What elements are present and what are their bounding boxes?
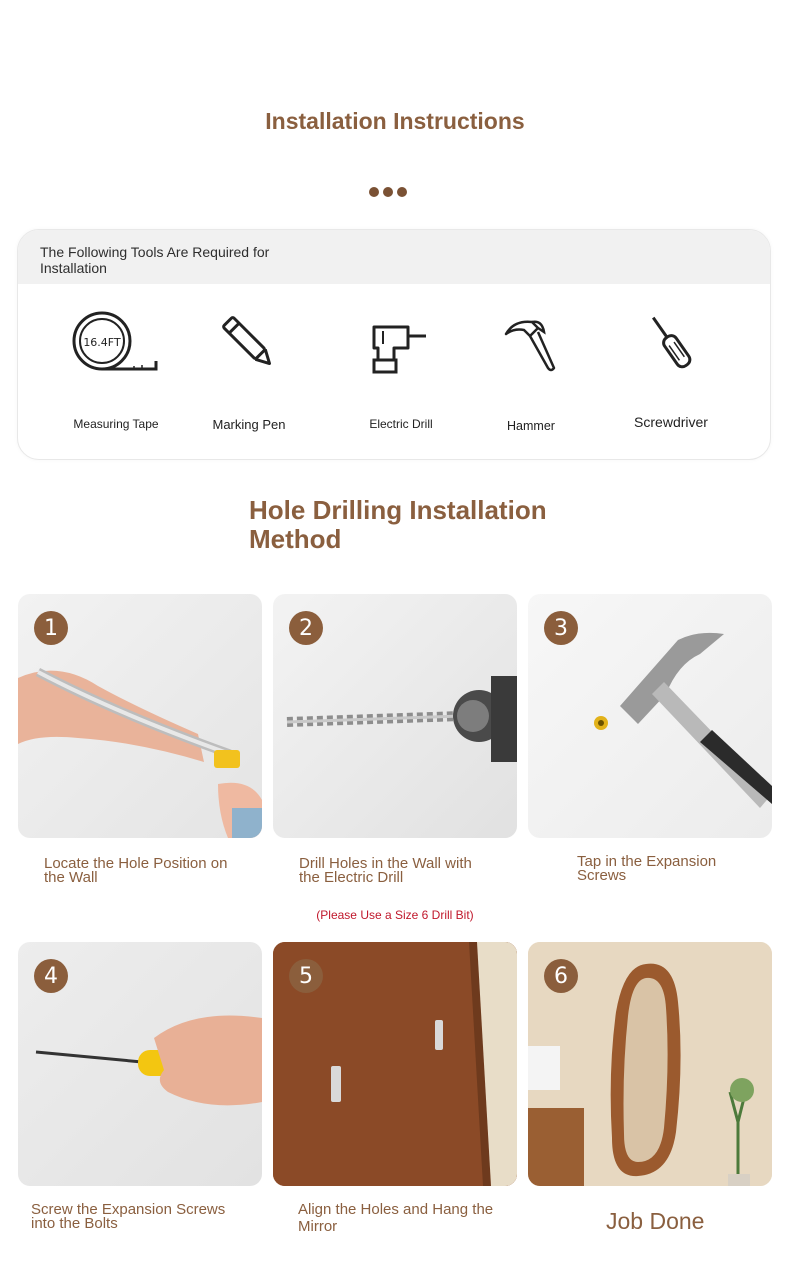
step-caption: Screw the Expansion Screws into the Bolts	[31, 1201, 226, 1232]
measuring-tape-icon	[72, 310, 160, 376]
svg-text:16.4FT: 16.4FT	[83, 336, 121, 349]
step-image-6	[528, 942, 772, 1186]
step-badge: 3	[544, 611, 578, 645]
tool-label: Measuring Tape	[73, 417, 159, 431]
page-title: Installation Instructions	[265, 108, 525, 134]
step-badge: 2	[289, 611, 323, 645]
tool-hammer	[500, 310, 562, 433]
tool-label: Electric Drill	[369, 417, 433, 431]
step-caption: Drill Holes in the Wall with the Electric Drill	[299, 855, 472, 886]
tool-label: Marking Pen	[212, 417, 286, 432]
step-badge: 5	[289, 959, 323, 993]
step-image-2	[273, 594, 517, 838]
step-image-3	[528, 594, 772, 838]
divider-dots	[369, 187, 407, 197]
step-caption: Align the Holes and Hang the Mirror	[298, 1201, 494, 1235]
step-caption: Locate the Hole Position on the Wall	[44, 855, 228, 886]
tool-label: Screwdriver	[634, 414, 708, 430]
tools-heading: The Following Tools Are Required for Installation	[18, 230, 770, 284]
tool-measuring-tape	[72, 310, 160, 431]
drill-bit-note: (Please Use a Size 6 Drill Bit)	[316, 908, 474, 922]
tool-screwdriver	[634, 310, 708, 430]
step-badge: 4	[34, 959, 68, 993]
job-done-caption: Job Done	[606, 1208, 705, 1234]
step-image-5	[273, 942, 517, 1186]
step-caption: Tap in the Expansion Screws	[577, 853, 717, 884]
step-image-4	[18, 942, 262, 1186]
drill-icon	[366, 310, 436, 376]
dot	[397, 187, 407, 197]
tools-card	[17, 229, 771, 460]
step-badge: 1	[34, 611, 68, 645]
pen-icon	[214, 310, 284, 376]
section-title: Hole Drilling Installation Method	[249, 495, 547, 554]
step-badge: 6	[544, 959, 578, 993]
tool-electric-drill	[366, 310, 436, 431]
dot	[369, 187, 379, 197]
hammer-icon	[500, 310, 562, 376]
dot	[383, 187, 393, 197]
screwdriver-icon	[640, 310, 702, 376]
step-image-1	[18, 594, 262, 838]
tool-marking-pen	[212, 310, 286, 432]
tool-label: Hammer	[507, 419, 555, 433]
